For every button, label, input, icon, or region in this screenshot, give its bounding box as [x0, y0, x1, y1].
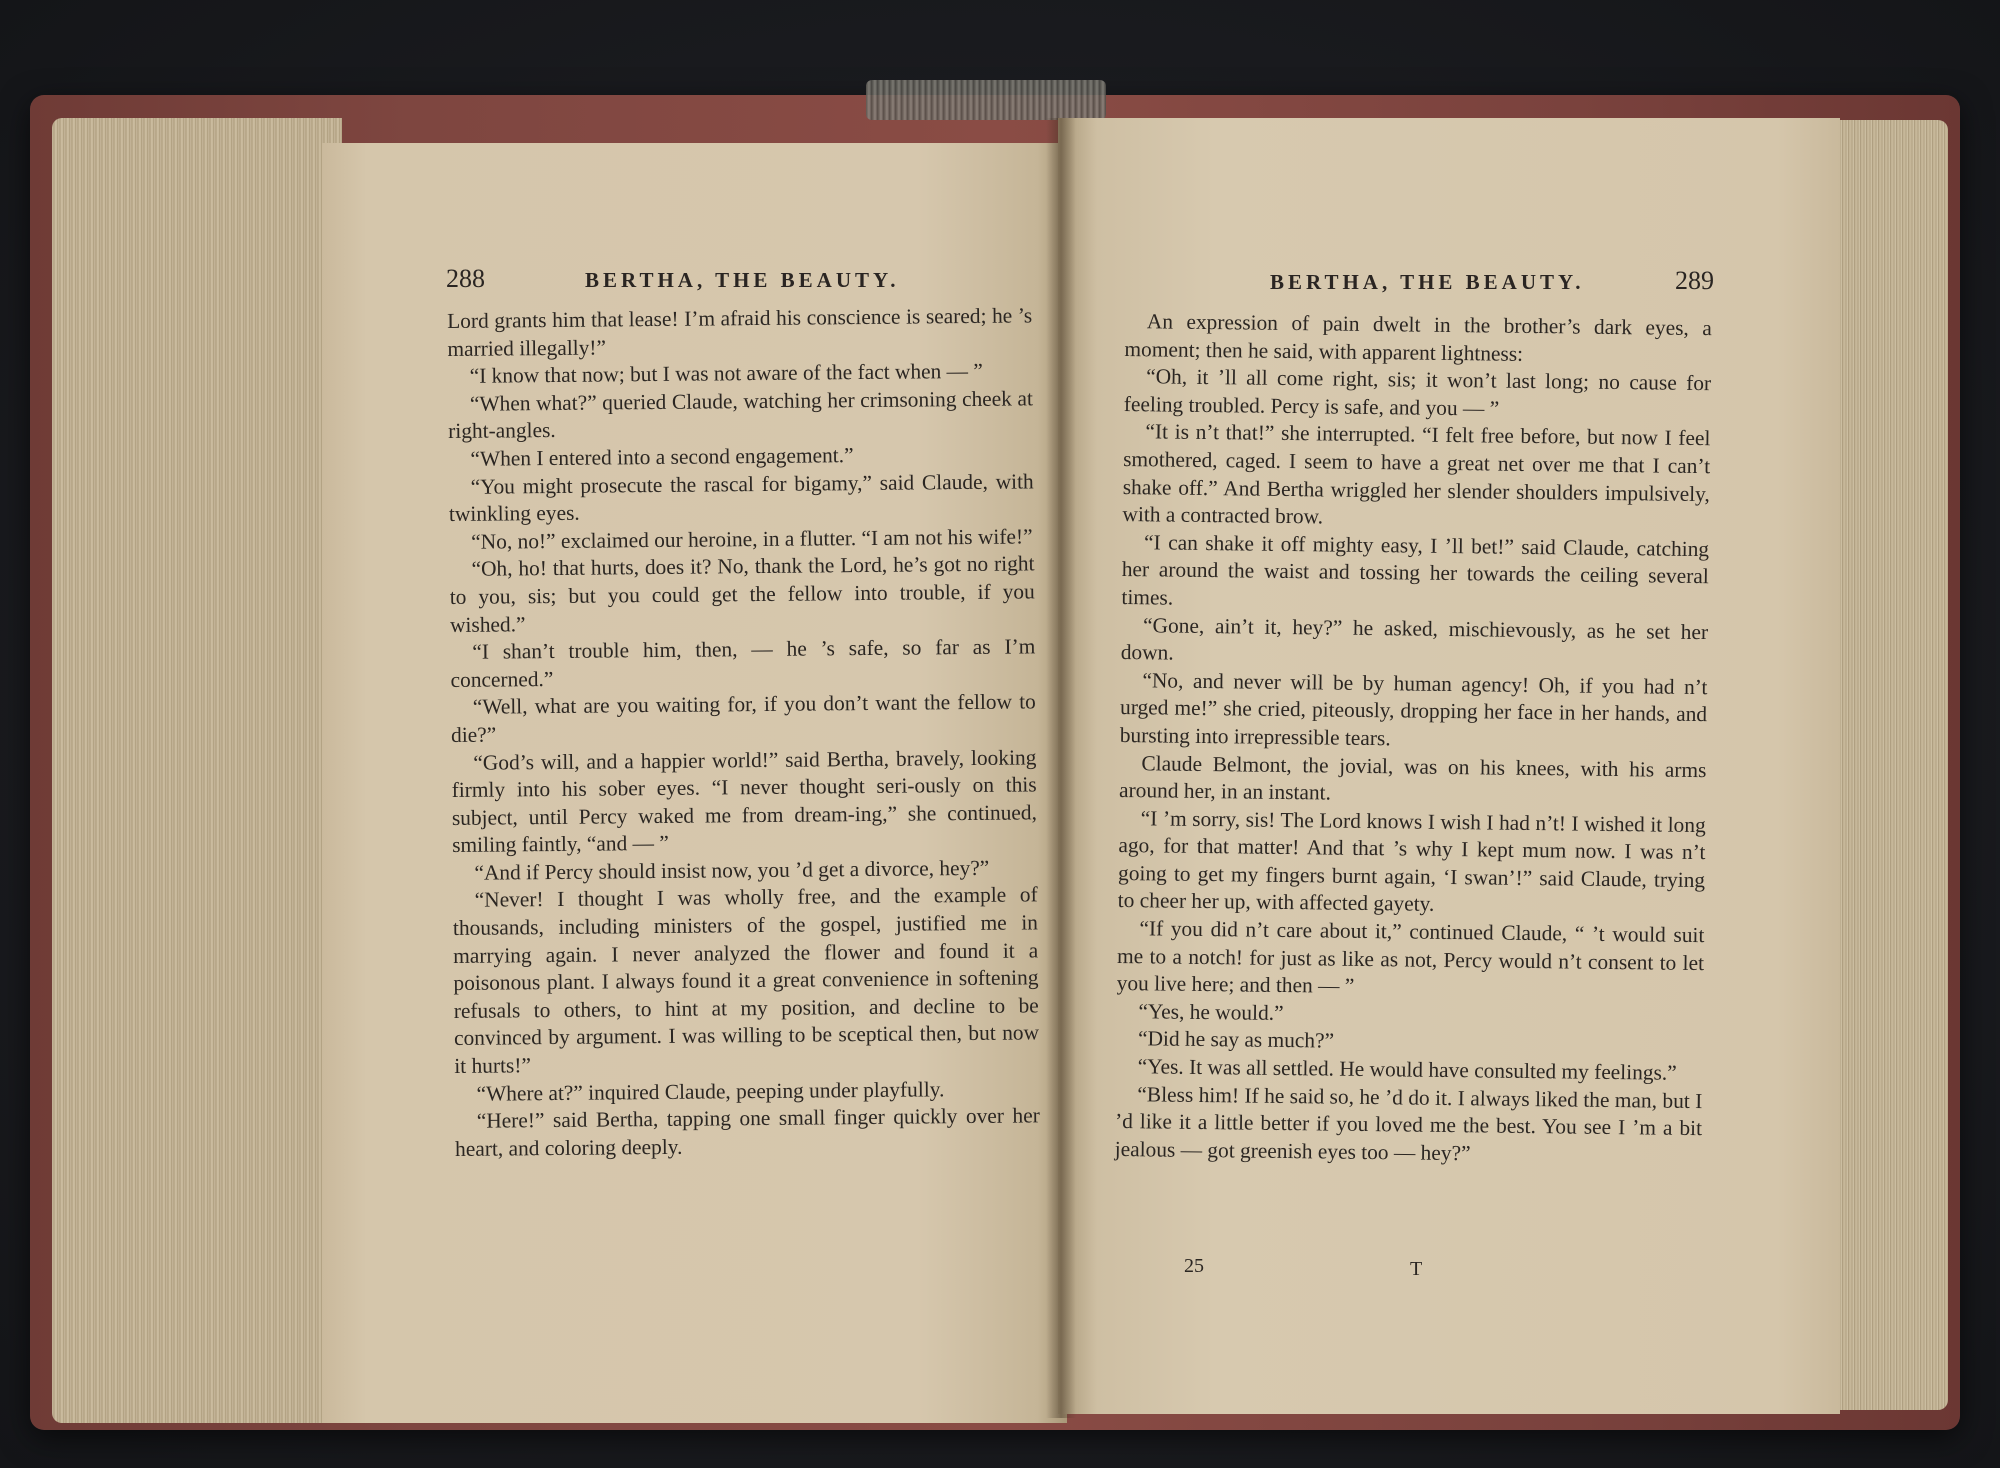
- paragraph: “Oh, it ’ll all come right, sis; it won’t last long; no cause for feeling troubled. Percy is safe, and you — ”: [1123, 364, 1712, 421]
- paragraph: “Where at?” inquired Claude, peeping under playfully.: [476, 1076, 945, 1106]
- paragraph: “Gone, ain’t it, hey?” he asked, mischievously, as he set her down.: [1120, 612, 1709, 665]
- page-edges-right: [1830, 120, 1948, 1410]
- book-spine: [866, 80, 1106, 120]
- left-running-head: BERTHA, THE BEAUTY.: [585, 268, 900, 292]
- left-page-number: 288: [446, 264, 485, 293]
- paragraph: “Well, what are you waiting for, if you don’t want the fellow to die?”: [450, 689, 1036, 747]
- paragraph: An expression of pain dwelt in the brother’s dark eyes, a moment; then he said, with apparent lightness:: [1124, 309, 1712, 366]
- paragraph: “When I entered into a second engagement.”: [470, 443, 854, 471]
- paragraph: Claude Belmont, the jovial, was on his knees, with his arms around her, in an instant.: [1118, 750, 1707, 805]
- paragraph: “No, and never will be by human agency! Oh, if you had n’t urged me!” she cried, piteously, dropping her face in her hands, and bursting into irrepressible tears.: [1119, 667, 1708, 751]
- paragraph: “When what?” queried Claude, watching her crimsoning cheek at right-angles.: [448, 386, 1034, 444]
- paragraph: “I know that now; but I was not aware of the fact when — ”: [469, 359, 983, 388]
- signature-number: 25: [1184, 1255, 1204, 1277]
- paragraph: “I shan’t trouble him, then, — he ’s safe, so far as I’m concerned.”: [450, 634, 1036, 692]
- paragraph: “Yes. It was all settled. He would have consulted my feelings.”: [1137, 1054, 1677, 1085]
- paragraph: “I can shake it off mighty easy, I ’ll bet!” said Claude, catching her around the waist and tossing her towards the ceiling several times.: [1121, 530, 1710, 610]
- paragraph: “You might prosecute the rascal for bigamy,” said Claude, with twinkling eyes.: [448, 468, 1034, 527]
- right-running-head: BERTHA, THE BEAUTY.: [1270, 270, 1585, 294]
- page-edges-left: [52, 118, 342, 1423]
- paragraph: “If you did n’t care about it,” continued Claude, “ ’t would suit me to a notch! for just as like as not, Percy would n’t consent to let you live here; and then — ”: [1116, 916, 1705, 999]
- book-gutter: [1046, 118, 1076, 1418]
- paragraph: “Here!” said Bertha, tapping one small finger quickly over her heart, and coloring deeply.: [454, 1103, 1040, 1161]
- right-page-body: [1115, 308, 1712, 1171]
- left-page-body: [447, 302, 1040, 1163]
- paragraph: “It is n’t that!” she interrupted. “I felt free before, but now I feel smothered, caged. I seem to have a great net over me that I can’t shake off.” And Bertha wriggled her slender shoulders impulsively, with a contracted brow.: [1122, 419, 1711, 529]
- paragraph: “God’s will, and a happier world!” said Bertha, bravely, looking firmly into his sober eyes. “I never thought seri-ously on this subject, until Percy waked me from dream-ing,” she continued, smiling faintly, “and — ”: [451, 744, 1037, 858]
- signature-letter: T: [1410, 1258, 1423, 1280]
- paragraph: “And if Percy should insist now, you ’d get a divorce, hey?”: [474, 855, 990, 885]
- paragraph: “Bless him! If he said so, he ’d do it. I always liked the man, but I ’d like it a little better if you loved me the best. You see I ’m a bit jealous — got greenish eyes too — hey?”: [1114, 1081, 1703, 1166]
- paragraph: “I ’m sorry, sis! The Lord knows I wish I had n’t! I wished it long ago, for that matter! And that ’s why I kept mum now. I was n’t going to get my fingers burnt again, ‘I swan’!” said Claude, trying to cheer her up, with affected gayety.: [1117, 805, 1706, 917]
- paragraph: “Did he say as much?”: [1137, 1026, 1335, 1054]
- paragraph: “No, no!” exclaimed our heroine, in a flutter. “I am not his wife!”: [471, 524, 1033, 554]
- paragraph: Lord grants him that lease! I’m afraid his conscience is seared; he ’s married illegally!”: [447, 303, 1033, 361]
- paragraph: “Never! I thought I was wholly free, and the example of thousands, including ministers of the gospel, justified me in marrying again. I never analyzed the flower and found it a poisonous plant. I always found it a great convenience in softening refusals to others, to hint at my position, and decline to be convinced by argument. I was willing to be sceptical then, but now it hurts!”: [452, 882, 1040, 1078]
- right-page-number: 289: [1675, 266, 1714, 295]
- paragraph: “Oh, ho! that hurts, does it? No, thank the Lord, he’s got no right to you, sis; but you could get the fellow into trouble, if you wished.”: [449, 551, 1035, 637]
- paragraph: “Yes, he would.”: [1138, 999, 1284, 1025]
